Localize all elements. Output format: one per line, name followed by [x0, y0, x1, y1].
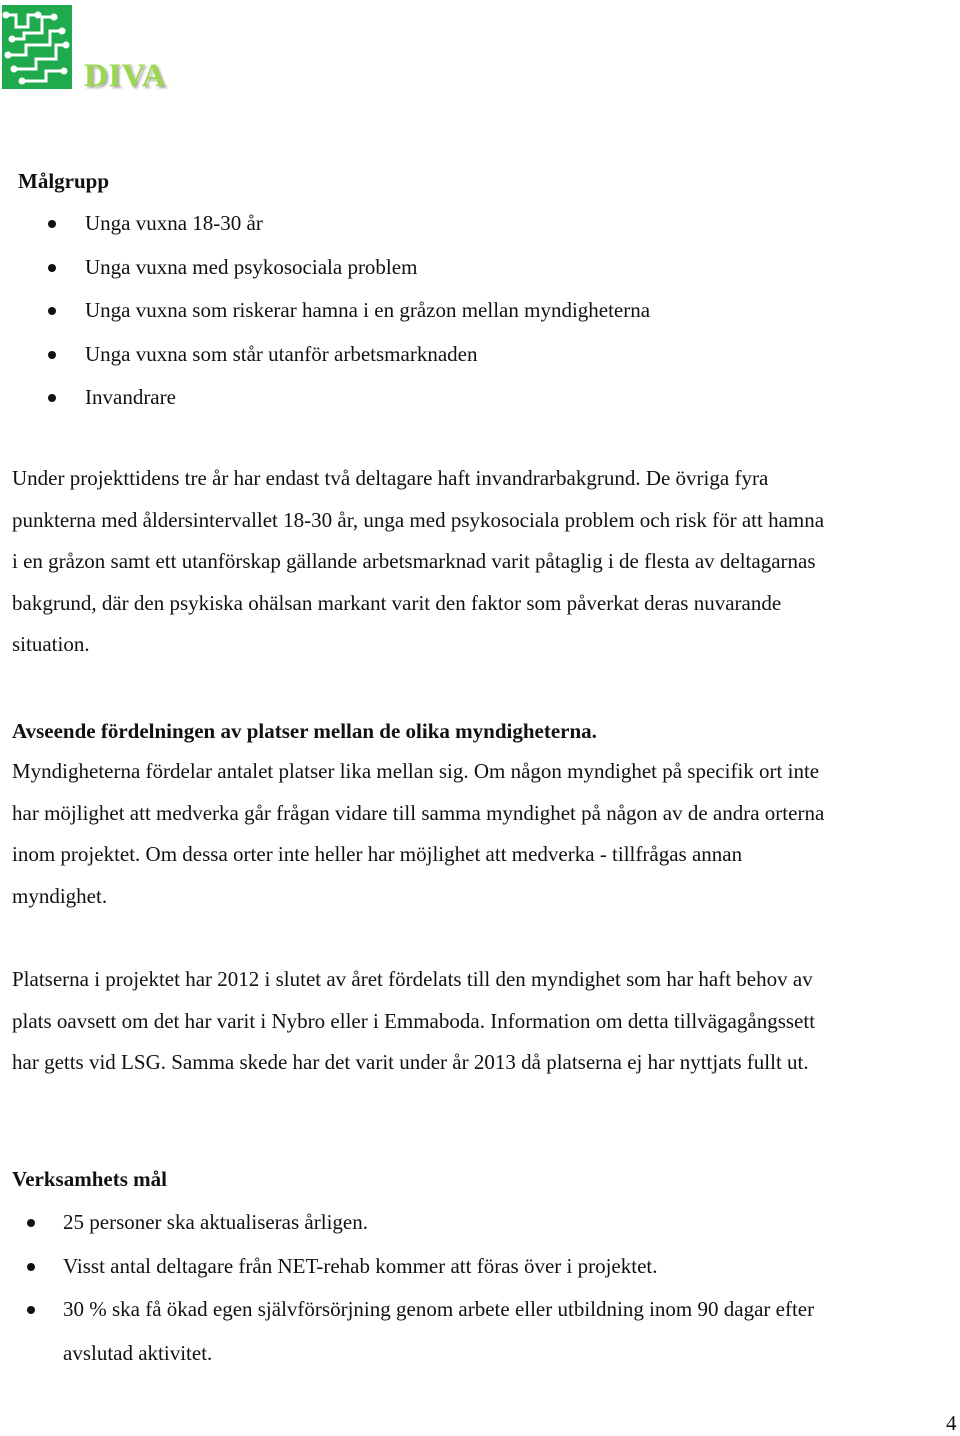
text-line: myndighet. [12, 883, 108, 908]
text-line: har getts vid LSG. Samma skede har det varit under år 2013 då platserna ej har nyttjats fullt ut. [12, 1050, 809, 1075]
page-number: 4 [946, 1411, 957, 1435]
bullet-icon [27, 1306, 35, 1314]
logo-text: DIVA [84, 58, 167, 94]
malgrupp-heading: Målgrupp [18, 169, 110, 193]
text-line: situation. [12, 632, 90, 657]
diva-logo-icon [2, 5, 72, 89]
bullet-icon [48, 264, 56, 272]
bullet-icon [48, 394, 56, 402]
bullet-icon [48, 220, 56, 228]
paragraph-distribution [12, 751, 952, 917]
text-line: bakgrund, där den psykiska ohälsan markant varit den faktor som påverkat deras nuvarande [12, 590, 782, 615]
text-line: plats oavsett om det har varit i Nybro eller i Emmaboda. Information om detta tillvägagångssett [12, 1008, 816, 1033]
text-line: Platserna i projektet har 2012 i slutet av året fördelats till den myndighet som har haft behov av [12, 967, 813, 991]
text-line: punkterna med åldersintervallet 18-30 år, unga med psykosociala problem och risk för att hamna [12, 507, 825, 532]
bullet-icon [48, 307, 56, 315]
paragraph-participants [12, 458, 952, 666]
bullet-icon [27, 1219, 35, 1227]
avseende-heading: Avseende fördelningen av platser mellan de olika myndigheterna. [12, 719, 597, 743]
text-line: inom projektet. Om dessa orter inte heller har möjlighet att medverka - tillfrågas annan [12, 842, 743, 867]
paragraph-places [12, 959, 952, 1084]
text-line: har möjlighet att medverka går frågan vidare till samma myndighet på någon av de andra orterna [12, 800, 825, 825]
text-line: Myndigheterna fördelar antalet platser lika mellan sig. Om någon myndighet på specifik ort inte [12, 759, 820, 783]
bullet-icon [27, 1263, 35, 1271]
verksamhet-heading: Verksamhets mål [12, 1167, 167, 1191]
text-line: Under projekttidens tre år har endast två deltagare haft invandrarbakgrund. De övriga fyra [12, 466, 769, 490]
bullet-icon [48, 351, 56, 359]
text-line: i en gråzon samt ett utanförskap gällande arbetsmarknad varit påtaglig i de flesta av deltagarnas [12, 549, 816, 574]
